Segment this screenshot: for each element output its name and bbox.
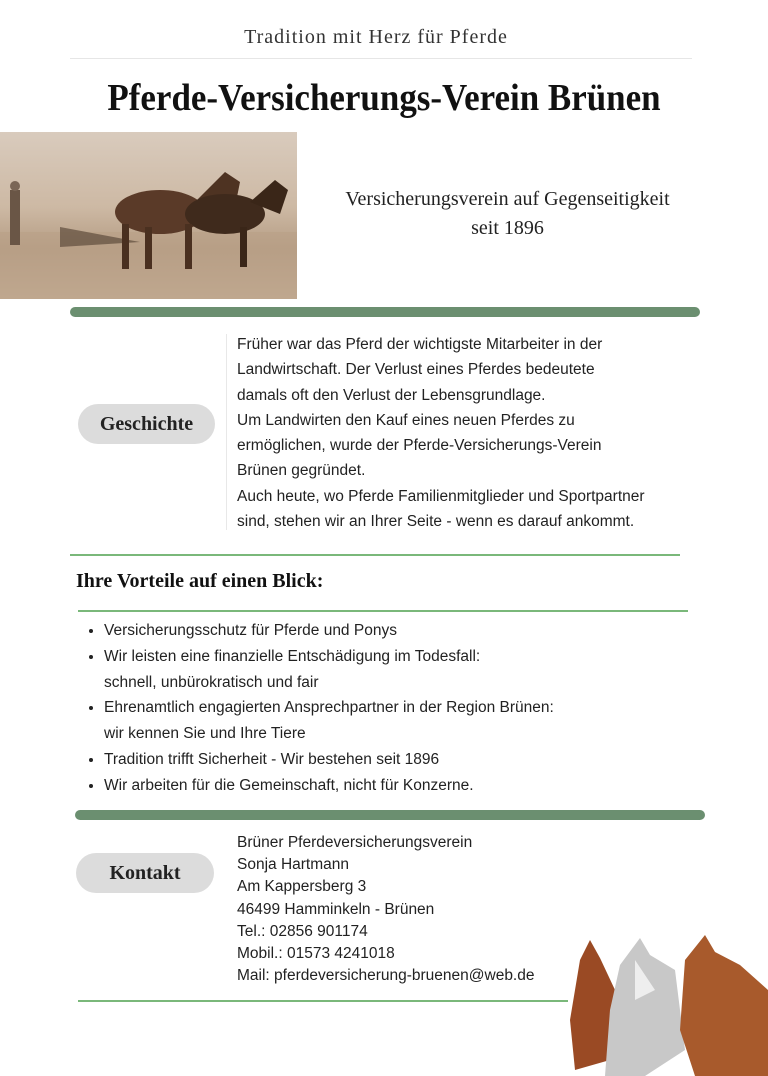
divider <box>78 610 688 612</box>
contact-person: Sonja Hartmann <box>237 856 350 874</box>
history-line: Landwirtschaft. Der Verlust eines Pferdes bedeutete <box>237 361 595 379</box>
advantages-list <box>82 618 624 799</box>
subtitle-year: seit 1896 <box>471 217 544 239</box>
history-text <box>237 332 707 534</box>
contact-info <box>237 832 534 987</box>
history-label: Geschichte <box>78 404 215 444</box>
list-item <box>104 695 624 747</box>
contact-street: Am Kappersberg 3 <box>237 878 367 896</box>
contact-mobile[interactable]: Mobil.: 01573 4241018 <box>237 945 395 963</box>
history-line: Auch heute, wo Pferde Familienmitglieder und Sportpartner <box>237 487 645 505</box>
list-item <box>104 747 624 773</box>
section-divider <box>70 307 700 317</box>
historic-plough-horses-photo <box>0 132 297 299</box>
contact-org: Brüner Pferdeversicherungsverein <box>237 834 473 851</box>
divider <box>78 1000 568 1002</box>
page-title: Pferde-Versicherungs-Verein Brünen <box>107 77 661 119</box>
advantages-heading: Ihre Vorteile auf einen Blick: <box>76 570 324 592</box>
divider <box>226 334 227 530</box>
item-text: Ehrenamtlich engagierten Ansprechpartner in der Region Brünen: <box>104 699 554 717</box>
section-divider <box>75 810 705 820</box>
contact-label: Kontakt <box>76 853 214 893</box>
history-line: ermöglichen, wurde der Pferde-Versicherungs-Verein <box>237 437 602 455</box>
divider <box>70 554 680 556</box>
history-line: sind, stehen wir an Ihrer Seite - wenn es darauf ankommt. <box>237 513 635 531</box>
list-item <box>104 773 624 799</box>
item-text-cont: wir kennen Sie und Ihre Tiere <box>104 725 306 743</box>
contact-phone[interactable]: Tel.: 02856 901174 <box>237 922 368 940</box>
item-text: Wir arbeiten für die Gemeinschaft, nicht für Konzerne. <box>104 776 474 794</box>
history-line: damals oft den Verlust der Lebensgrundlage. <box>237 386 546 404</box>
divider <box>70 58 692 59</box>
item-text-cont: schnell, unbürokratisch und fair <box>104 673 319 691</box>
contact-city: 46499 Hamminkeln - Brünen <box>237 900 435 918</box>
item-text: Versicherungsschutz für Pferde und Ponys <box>104 622 397 639</box>
list-item <box>104 618 624 644</box>
contact-email[interactable]: Mail: pferdeversicherung-bruenen@web.de <box>237 967 535 985</box>
history-line: Brünen gegründet. <box>237 462 366 480</box>
item-text: Tradition trifft Sicherheit - Wir bestehen seit 1896 <box>104 750 440 768</box>
history-line: Um Landwirten den Kauf eines neuen Pferdes zu <box>237 411 575 429</box>
item-text: Wir leisten eine finanzielle Entschädigung im Todesfall: <box>104 647 481 665</box>
subtitle <box>310 185 705 243</box>
history-line: Früher war das Pferd der wichtigste Mitarbeiter in der <box>237 336 603 353</box>
tagline: Tradition mit Herz für Pferde <box>244 26 508 48</box>
subtitle-line: Versicherungsverein auf Gegenseitigkeit <box>345 188 670 210</box>
horses-illustration <box>565 930 768 1076</box>
list-item <box>104 644 624 696</box>
